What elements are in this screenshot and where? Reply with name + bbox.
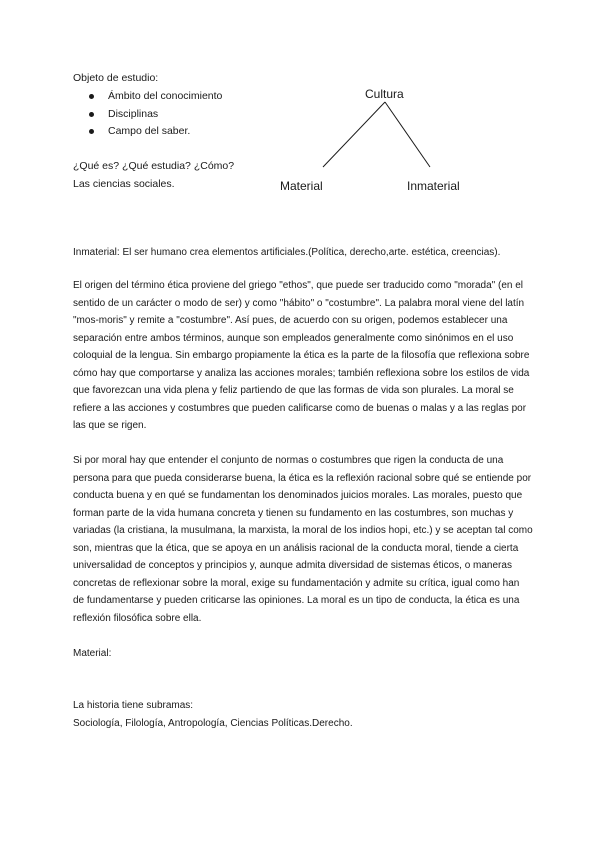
paragraph-moral-etica: Si por moral hay que entender el conjunto de normas o costumbres que rigen la conducta de una persona para que pueda considerarse buena, la ética es la reflexión racional sobre qué se entiende por conducta buena y en qué se fundamentan los denominados juicios morales. Las morales, puesto que forman parte de la vida humana concreta y tienen su fundamento en las costumbres, son muchas y variadas (la cristiana, la musulmana, la marxista, la moral de los indios hopi, etc.) y se aceptan tal como son, mientras que la ética, que se apoya en un análisis racional de la conducta moral, tiende a cierta universalidad de conceptos y principios y, aunque admita diversidad de sistemas éticos, o maneras concretas de reflexionar sobre la moral, exige su fundamentación y admite su crítica, igual como han de fundamentarse y pueden criticarse las opiniones. La moral es un tipo de conducta, la ética es una reflexión filosófica sobre ella. [73,455,533,624]
diagram-branch-right [385,102,430,167]
bullet-item: Ámbito del conocimiento [89,90,222,108]
diagram-root-label: Cultura [365,87,404,101]
bullet-item: Disciplinas [89,108,222,126]
question-line: ¿Qué es? ¿Qué estudia? ¿Cómo? [73,160,235,172]
history-line: La historia tiene subramas: [73,700,194,711]
answer-line: Las ciencias sociales. [73,178,175,190]
section-heading: Objeto de estudio: [73,72,159,84]
branches-line: Sociología, Filología, Antropología, Ciencias Políticas.Derecho. [73,718,353,729]
diagram-branch-left [323,102,385,167]
diagram-left-label: Material [280,179,323,193]
bullet-list [89,90,222,143]
inmaterial-definition: Inmaterial: El ser humano crea elementos artificiales.(Política, derecho,arte. estética, creencias). [73,247,501,258]
paragraph-etica-origin: El origen del término ética proviene del griego "ethos", que puede ser traducido como "morada" (en el sentido de un carácter o modo de ser) y como "hábito" o "costumbre". La palabra moral viene del latín "mos-moris" y remite a "costumbre". Así pues, de acuerdo con su origen, podemos establecer una separación entre ambos términos, aunque son empleados generalmente como sinónimos en el uso coloquial de la lengua. Sin embargo propiamente la ética es la parte de la filosofía que reflexiona sobre cómo hay que comportarse y analiza las acciones morales; también reflexiona sobre los estilos de vida que favorezcan una vida plena y feliz partiendo de que las formas de vida son plurales. La moral se refiere a las acciones y costumbres que pueden calificarse como de buenas o malas y a las reglas por las que se rigen. [73,280,530,431]
material-label: Material: [73,648,112,659]
culture-diagram [270,80,470,200]
diagram-right-label: Inmaterial [407,179,460,193]
bullet-item: Campo del saber. [89,125,222,143]
